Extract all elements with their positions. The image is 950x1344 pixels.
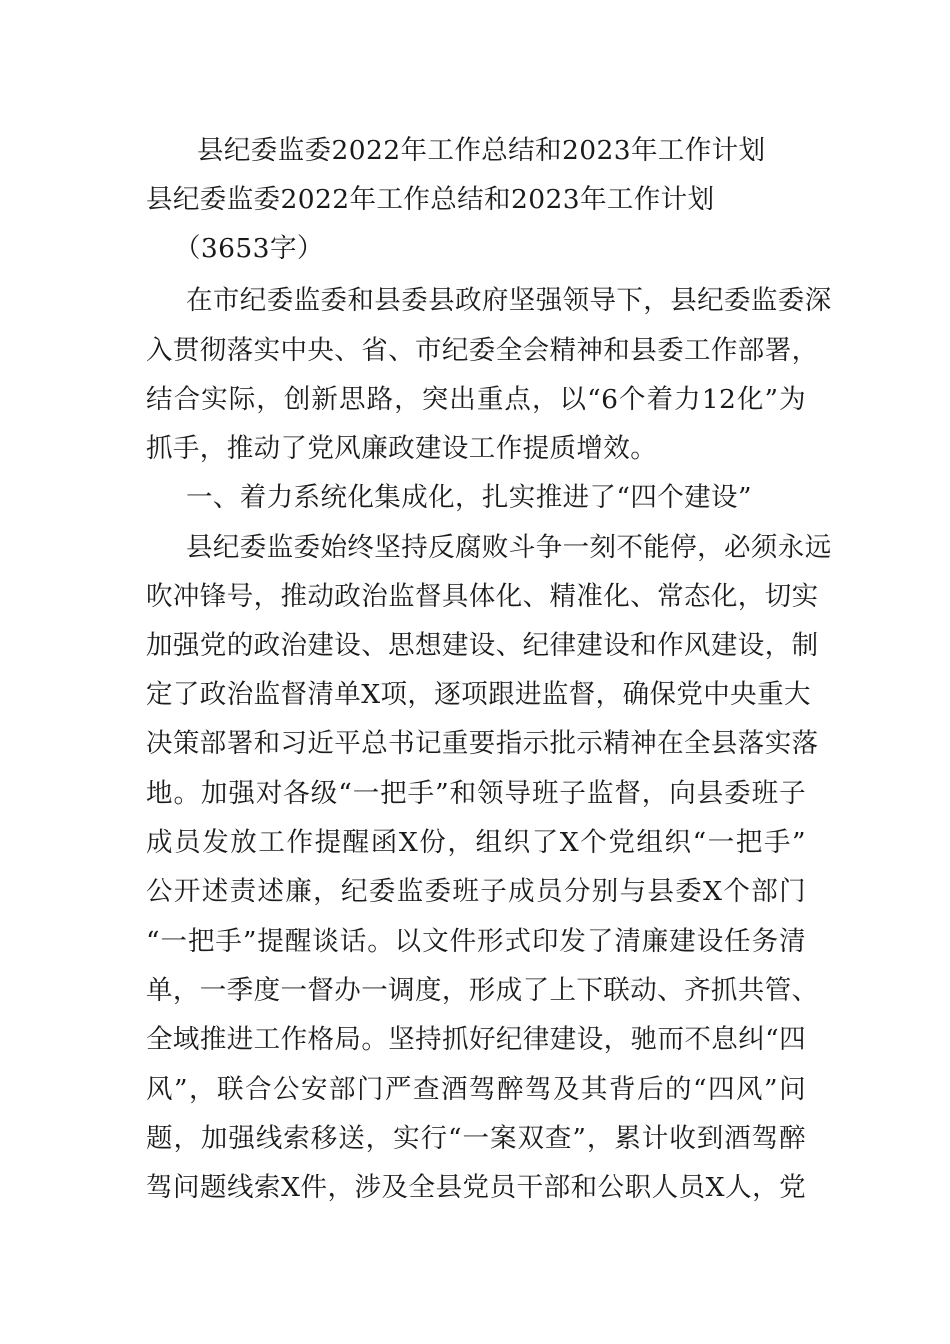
body-line: 全域推进工作格局。坚持抓好纪律建设，驰而不息纠“四 bbox=[146, 1024, 806, 1055]
document-title-line-1: 县纪委监委2022年工作总结和2023年工作计划 bbox=[197, 135, 766, 166]
intro-line: 抓手，推动了党风廉政建设工作提质增效。 bbox=[146, 433, 658, 464]
body-line: 题，加强线索移送，实行“一案双查”，累计收到酒驾醉 bbox=[146, 1123, 806, 1154]
body-line: 风”，联合公安部门严查酒驾醉驾及其背后的“四风”问 bbox=[146, 1074, 806, 1105]
intro-line: 在市纪委监委和县委县政府坚强领导下，县纪委监委深 bbox=[186, 285, 832, 316]
intro-line: 结合实际，创新思路，突出重点，以“6个着力12化”为 bbox=[146, 384, 806, 415]
body-line: 地。加强对各级“一把手”和领导班子监督，向县委班子 bbox=[146, 778, 806, 809]
body-line: 决策部署和习近平总书记重要指示批示精神在全县落实落 bbox=[146, 728, 819, 759]
body-line: 公开述责述廉，纪委监委班子成员分别与县委X个部门 bbox=[146, 876, 806, 907]
intro-line: 入贯彻落实中央、省、市纪委全会精神和县委工作部署， bbox=[146, 335, 819, 366]
document-title-line-2: 县纪委监委2022年工作总结和2023年工作计划 bbox=[146, 184, 715, 215]
word-count: （3653字） bbox=[174, 233, 324, 264]
body-line: 驾问题线索X件，涉及全县党员干部和公职人员X人，党 bbox=[146, 1172, 806, 1203]
body-line: 县纪委监委始终坚持反腐败斗争一刻不能停，必须永远 bbox=[186, 532, 832, 563]
body-line: “一把手”提醒谈话。以文件形式印发了清廉建设任务清 bbox=[146, 926, 806, 957]
section-heading: 一、着力系统化集成化，扎实推进了“四个建设” bbox=[186, 482, 752, 513]
body-line: 定了政治监督清单X项，逐项跟进监督，确保党中央重大 bbox=[146, 679, 811, 710]
body-line: 加强党的政治建设、思想建设、纪律建设和作风建设，制 bbox=[146, 630, 819, 661]
body-line: 吹冲锋号，推动政治监督具体化、精准化、常态化，切实 bbox=[146, 581, 819, 612]
body-line: 单，一季度一督办一调度，形成了上下联动、齐抓共管、 bbox=[146, 975, 819, 1006]
body-line: 成员发放工作提醒函X份，组织了X个党组织“一把手” bbox=[146, 827, 806, 858]
